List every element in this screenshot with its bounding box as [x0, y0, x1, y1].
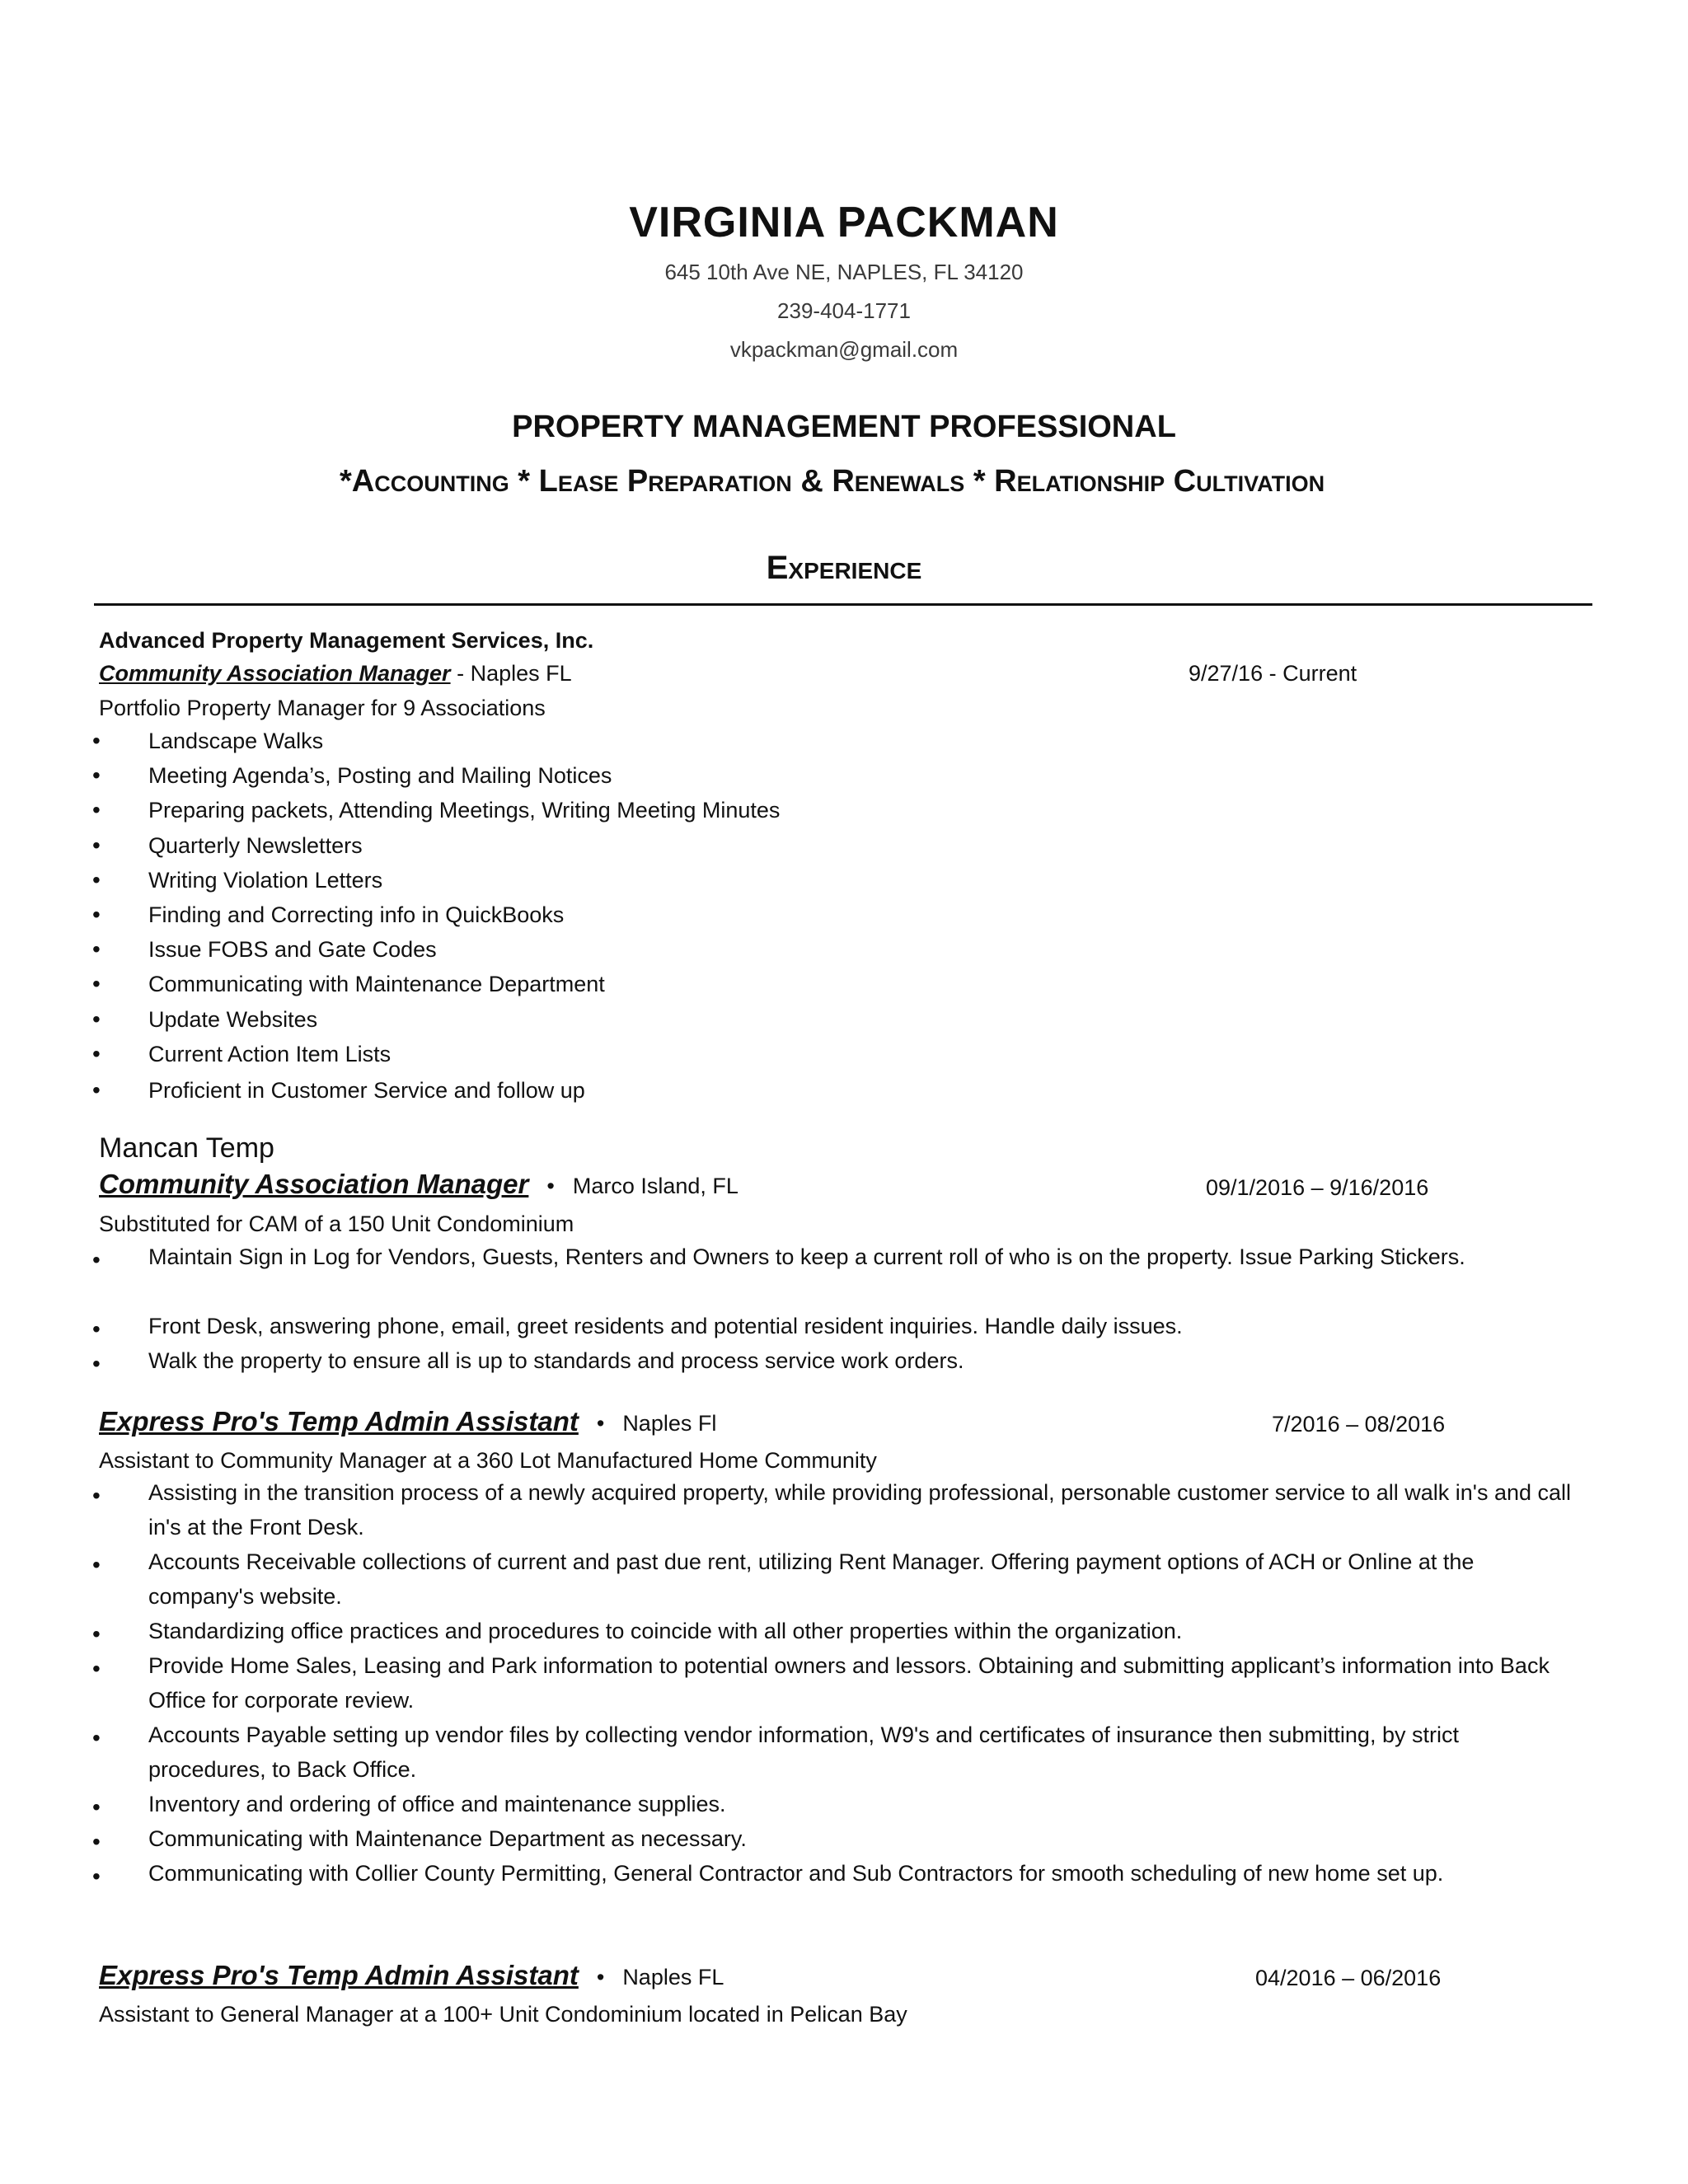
job4-title-line [99, 1958, 724, 1994]
skills-line: *Accounting * Lease Preparation & Renewals * Relationship Cultivation [340, 464, 1325, 499]
list-item: Meeting Agenda’s, Posting and Mailing Notices [148, 763, 612, 788]
job1-location: - Naples FL [450, 661, 572, 686]
bullet-glyph: • [92, 936, 101, 962]
list-item: Accounts Receivable collections of current and past due rent, utilizing Rent Manager. Offering payment options of ACH or Online at the company's website. [148, 1549, 1475, 1609]
list-item: Inventory and ordering of office and maintenance supplies. [148, 1792, 726, 1816]
job3-title-line [99, 1404, 716, 1441]
bullet-glyph: • [92, 1552, 101, 1577]
list-item: Communicating with Maintenance Department [148, 972, 605, 996]
bullet-glyph: • [92, 797, 101, 823]
bullet-glyph: • [92, 902, 101, 927]
job1-company: Advanced Property Management Services, Inc. [99, 628, 594, 653]
section-title-experience: Experience [766, 550, 922, 586]
list-item: Preparing packets, Attending Meetings, Writing Meeting Minutes [148, 798, 781, 823]
bullet-glyph: • [92, 1829, 101, 1854]
list-item: Quarterly Newsletters [148, 833, 363, 858]
list-item: Assisting in the transition process of a newly acquired property, while providing professional, personable customer service to all walk in's and call in's at the Front Desk. [148, 1480, 1572, 1540]
list-item: Maintain Sign in Log for Vendors, Guests, Renters and Owners to keep a current roll of who is on the property. Issue Parking Stickers. [148, 1244, 1465, 1269]
job2-summary: Substituted for CAM of a 150 Unit Condominium [99, 1212, 574, 1236]
email: vkpackman@gmail.com [729, 337, 959, 362]
list-item: Walk the property to ensure all is up to standards and process service work orders. [148, 1348, 964, 1373]
list-item: Communicating with Maintenance Department as necessary. [148, 1826, 747, 1851]
job3-role: Express Pro's Temp Admin Assistant [99, 1406, 579, 1436]
address: 645 10th Ave NE, NAPLES, FL 34120 [664, 260, 1024, 284]
list-item: Update Websites [148, 1007, 318, 1032]
bullet-glyph: • [92, 1621, 101, 1647]
separator-dot: • [546, 1174, 555, 1198]
section-divider [94, 603, 1592, 606]
job2-location: Marco Island, FL [572, 1174, 738, 1198]
job4-dates: 04/2016 – 06/2016 [1255, 1966, 1442, 1990]
bullet-glyph: • [92, 1725, 101, 1750]
list-item: Current Action Item Lists [148, 1042, 392, 1066]
job2-role: Community Association Manager [99, 1169, 529, 1199]
job3-location: Naples Fl [622, 1411, 717, 1436]
job1-dates: 9/27/16 - Current [1189, 661, 1357, 686]
list-item: Proficient in Customer Service and follow up [148, 1078, 585, 1103]
job2-dates: 09/1/2016 – 9/16/2016 [1206, 1175, 1429, 1200]
bullet-glyph: • [92, 867, 101, 893]
bullet-glyph: • [92, 1351, 101, 1376]
job4-role: Express Pro's Temp Admin Assistant [99, 1960, 579, 1990]
bullet-glyph: • [92, 971, 101, 996]
phone: 239-404-1771 [777, 298, 911, 323]
bullet-glyph: • [92, 1863, 101, 1889]
job4-location: Naples FL [622, 1965, 724, 1990]
list-item: Landscape Walks [148, 729, 324, 753]
job1-title-line [99, 659, 572, 687]
job2-title-line [99, 1167, 738, 1203]
job2-company: Mancan Temp [99, 1132, 274, 1164]
bullet-glyph: • [92, 1077, 101, 1103]
bullet-glyph: • [92, 762, 101, 788]
list-item: Provide Home Sales, Leasing and Park information to potential owners and lessors. Obtaining and submitting applicant’s information into Back Office for corporate review. [148, 1653, 1550, 1713]
list-item: Writing Violation Letters [148, 868, 383, 893]
job3-summary: Assistant to Community Manager at a 360 Lot Manufactured Home Community [99, 1448, 877, 1473]
bullet-glyph: • [92, 1794, 101, 1820]
job1-role: Community Association Manager [99, 661, 451, 686]
job4-summary: Assistant to General Manager at a 100+ Unit Condominium located in Pelican Bay [99, 2002, 907, 2027]
list-item: Communicating with Collier County Permitting, General Contractor and Sub Contractors for smooth scheduling of new home set up. [148, 1861, 1444, 1886]
bullet-glyph: • [92, 1247, 101, 1272]
list-item: Accounts Payable setting up vendor files by collecting vendor information, W9's and certificates of insurance then submitting, by strict procedures, to Back Office. [148, 1722, 1459, 1782]
bullet-glyph: • [92, 1316, 101, 1342]
separator-dot: • [596, 1965, 605, 1990]
separator-dot: • [596, 1411, 605, 1436]
bullet-glyph: • [92, 1656, 101, 1681]
bullet-glyph: • [92, 832, 101, 858]
list-item: Issue FOBS and Gate Codes [148, 937, 437, 962]
bullet-glyph: • [92, 1006, 101, 1032]
list-item: Front Desk, answering phone, email, greet residents and potential resident inquiries. Handle daily issues. [148, 1314, 1183, 1338]
list-item: Standardizing office practices and procedures to coincide with all other properties within the organization. [148, 1619, 1183, 1643]
job3-dates: 7/2016 – 08/2016 [1272, 1412, 1446, 1436]
bullet-glyph: • [92, 1041, 101, 1066]
candidate-name: VIRGINIA PACKMAN [629, 199, 1059, 246]
bullet-glyph: • [92, 1483, 101, 1508]
headline: PROPERTY MANAGEMENT PROFESSIONAL [512, 410, 1176, 444]
bullet-glyph: • [92, 728, 101, 753]
list-item: Finding and Correcting info in QuickBooks [148, 902, 565, 927]
job1-summary: Portfolio Property Manager for 9 Associations [99, 696, 546, 720]
